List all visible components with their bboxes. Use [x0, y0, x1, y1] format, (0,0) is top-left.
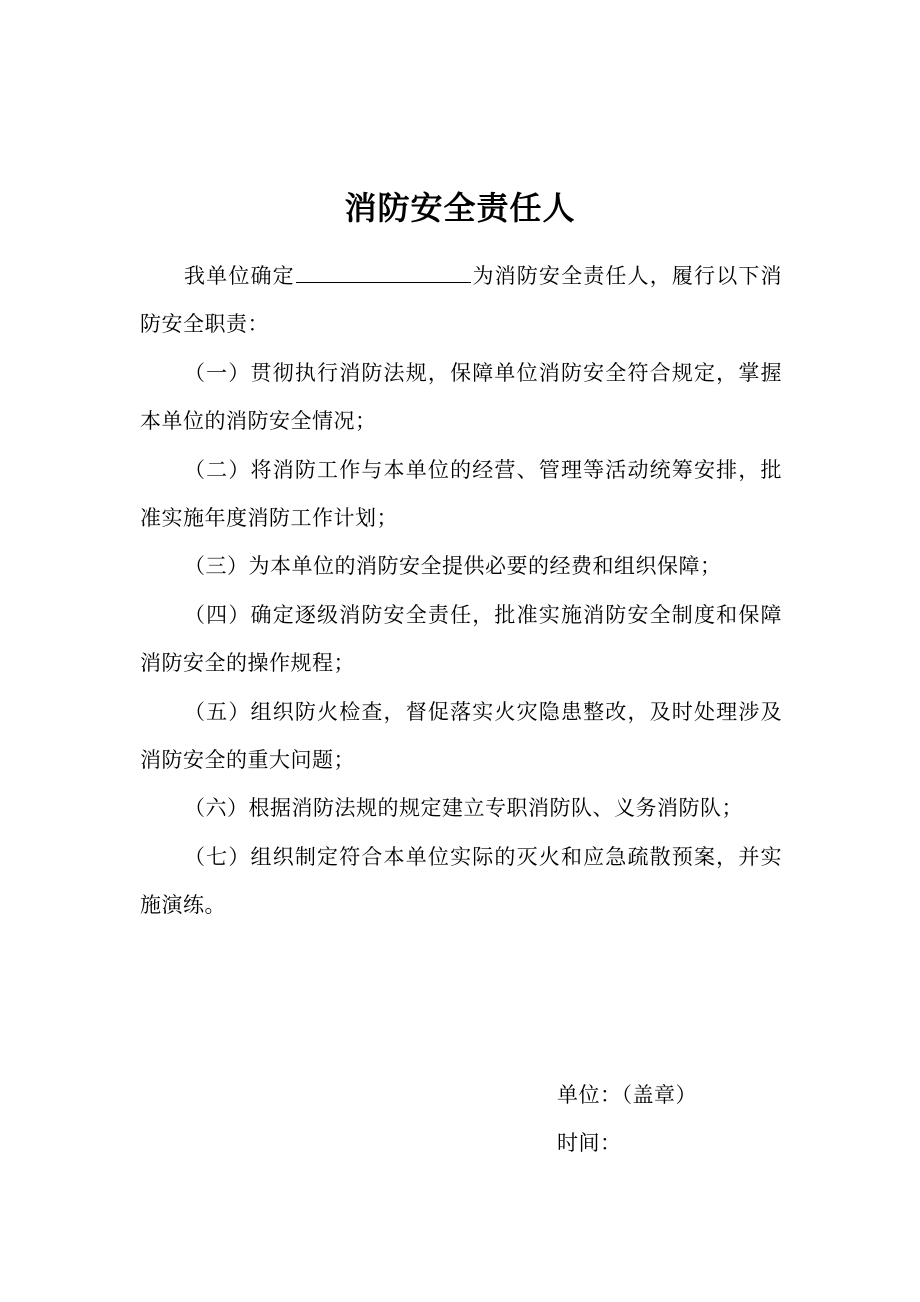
signature-time-label: 时间： [557, 1131, 622, 1155]
duty-item-2: （二）将消防工作与本单位的经营、管理等活动统筹安排，批准实施年度消防工作计划； [140, 457, 782, 531]
duty-item-5: （五）组织防火检查，督促落实火灾隐患整改，及时处理涉及消防安全的重大问题； [140, 699, 782, 773]
responsible-person-blank [296, 260, 471, 283]
document-body [140, 252, 782, 930]
duty-item-1: （一）贯彻执行消防法规，保障单位消防安全符合规定，掌握本单位的消防安全情况； [140, 360, 782, 434]
duty-item-7: （七）组织制定符合本单位实际的灭火和应急疏散预案，并实施演练。 [140, 844, 782, 918]
intro-before-blank: 我单位确定 [184, 264, 295, 288]
intro-paragraph [140, 252, 782, 349]
duty-item-4: （四）确定逐级消防安全责任，批准实施消防安全制度和保障消防安全的操作规程； [140, 602, 782, 676]
document-title: 消防安全责任人 [344, 189, 576, 227]
duty-item-6: （六）根据消防法规的规定建立专职消防队、义务消防队； [184, 796, 743, 821]
intro-after-blank: 为消防安全责任人，履行以下消防安全职责： [140, 264, 783, 337]
signature-unit-label: 单位：（盖章） [557, 1083, 697, 1107]
duty-item-3: （三）为本单位的消防安全提供必要的经费和组织保障； [184, 554, 722, 579]
